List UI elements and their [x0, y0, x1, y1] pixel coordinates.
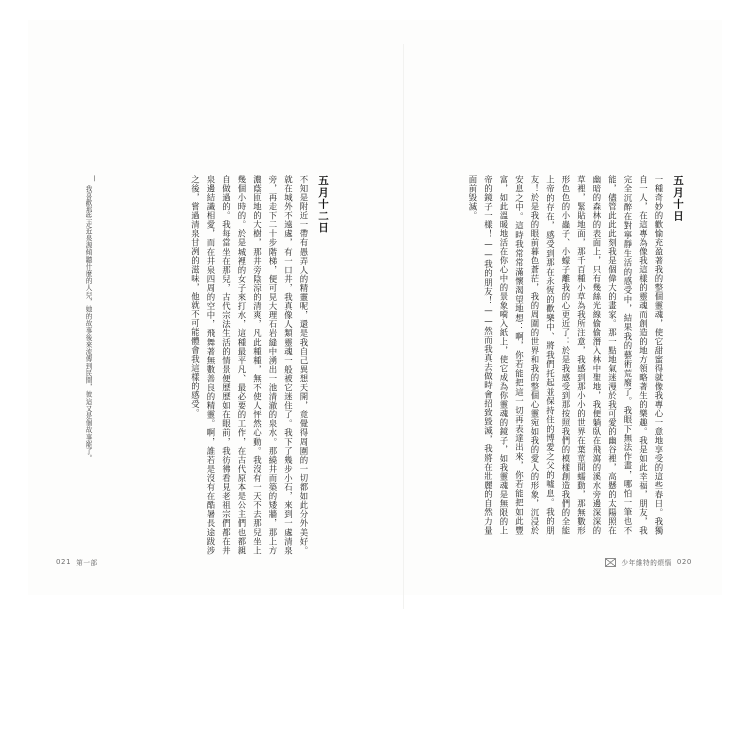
right-page-date-heading: 五月十日: [672, 175, 684, 222]
left-page-date-heading: 五月十二日: [317, 175, 329, 234]
footer-right: [605, 557, 692, 567]
left-page-epigraph: 我喜歡那些走近泉源傾聽什麼的人兒，她的故事後來流傳到民間，彼這又是個故事罷了。: [84, 185, 92, 462]
paper-sheet: [28, 20, 722, 595]
folio-number-left: 021: [56, 558, 72, 566]
footer-book-title: 少年維特的煩惱: [621, 559, 672, 567]
epigraph-dash: —: [91, 175, 99, 182]
page-right: [375, 20, 722, 595]
footer-section-label: 第一部: [76, 559, 98, 567]
page-left: [28, 20, 375, 595]
folio-number-right: 020: [676, 558, 692, 566]
right-page-body-text: 一種奇妙的歡愉充盈著我的整個靈魂，使它甜蜜得就像我專心一意地享受的這些春日。我獨自一人，在這專為像我這樣的靈魂而創造的地方領略著生的樂趣。我是如此幸福，朋友，我完全沉醉在對寧靜生活的感受中，結果我的藝術荒廢了。我眼下無法作畫，哪怕一筆也不能，儘管此此此刻我是個偉大的畫家。那一點地氣迷漫於我可愛的幽谷裡，高懸的太陽照在幽暗的森林的表面上，只有幾絲光線偷偷潛入林中聖地，我便躺臥在飛瀉的溪水旁邊深深的草裡，緊貼地面，那千百種小草為我所注意，我感到那小小的世界在葉莖間蠕動，那無數形形色色的小蟲子、小蠓子離我的心更近了：於是我感受到那按照我們的模樣創造我們的全能上帝的存在，感受到那在永恆的歡樂中、將我們托起並保持住的博愛之父的噓息。我的朋友！於是我的眼前暮色蒼茫，我的周圍的世界和我的整個心靈宛如我的愛人的形象，沉浸於安息之中。這時我常常滿懷渴望地想：啊，你若能把這一切再表達出來，你若能把如此豐富，如此溫暖地活在你心中的景象嗬入紙上，使它成為你靈魂的鏡子，如我靈魂是無限的上帝的鏡子一樣！——我的朋友！——然而我真去做時會招致毀滅，我將在壯麗的自然力量面前毀滅。: [468, 175, 664, 535]
left-page-body-text: 不知是附近一帶有愚弄人的精靈呢，還是我自己異想天開，竟覺得周圍的一切都如此分外美好。就在城外不遠處，有一口井，我真像人類靈魂一般被它迷住了。我下了幾步小石，來到一處清泉旁，再走下二十步階梯，便可見大理石岩縫中湧出一池清澈的泉水。那繞井而築的矮牆，那上方濃蔭匝地的大樹，那井旁陰涼的清爽，凡此種種，無不使人怦然心動。我沒有一天不去那兒坐上幾個小時的。於是城裡的女子來打水，這種最平凡、最必要的工作，在古代原本是公主們也都親自做過的。我每當坐在那兒，古代宗法生活的情景便歷歷如在眼前，我彷彿看見老祖宗們都在井泉邊結識相愛，而在井泉四周的空中，飛舞著無數善良的精靈。啊，誰若是沒有在酷暑長途跋涉之後，嘗過清泉甘冽的滋味，他就不可能體會我這樣的感受。: [190, 175, 309, 555]
envelope-icon: [605, 558, 616, 567]
footer-left: [56, 557, 98, 567]
